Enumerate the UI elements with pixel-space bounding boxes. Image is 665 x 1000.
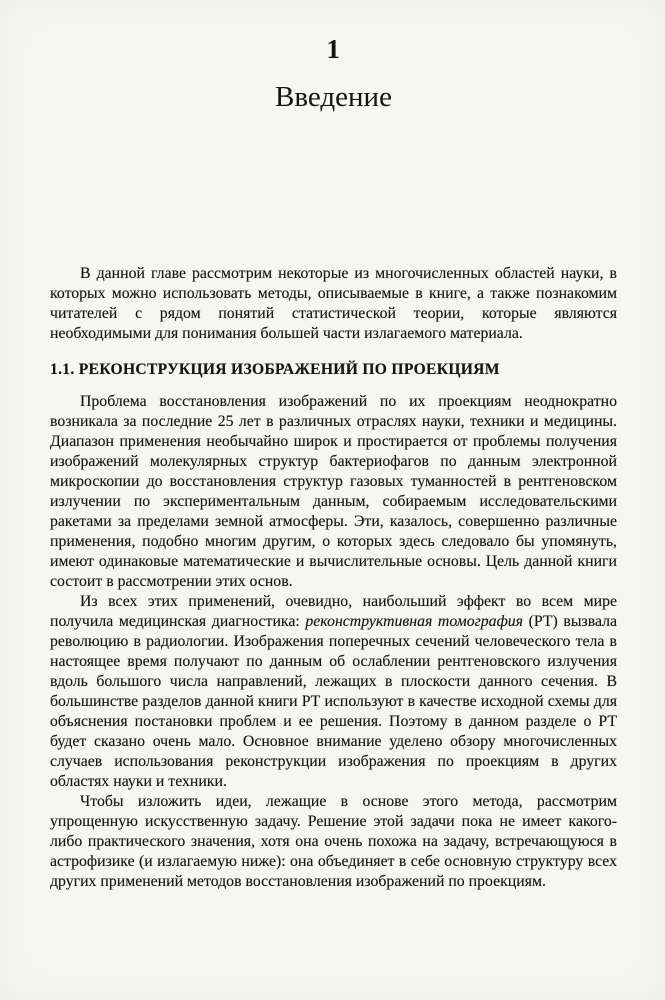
- chapter-number: 1: [326, 34, 341, 64]
- intro-paragraph: В данной главе рассмотрим некоторые из многочисленных областей науки, в которых можно использовать методы, описываемые в книге, а также познакомим читателей с рядом понятий статистической теории, которые являются необходимыми для понимания большей части излагаемого материала.: [50, 265, 617, 342]
- paragraph-reconstruction-overview: Проблема восстановления изображений по их проекциям неоднократно возникала за последние 25 лет в различных отраслях науки, техники и медицины. Диапазон применения необычайно широк и простирается от проблемы получения изображений молекулярных структур бактериофагов по данным электронной микроскопии до восстановления структур газовых туманностей в рентгеновском излучении по экспериментальным данным, собираемым исследовательскими ракетами за пределами земной атмосферы. Эти, казалось, совершенно различные применения, подобно многим другим, о которых здесь следовало бы упомянуть, имеют одинаковые математические и вычислительные основы. Цель данной книги состоит в рассмотрении этих основ.: [50, 393, 617, 590]
- italic-term-reconstructive-tomography: реконструктивная томография: [305, 613, 524, 630]
- paragraph-medical-tomography: [50, 592, 617, 792]
- paragraph-simplified-problem: Чтобы изложить идеи, лежащие в основе этого метода, рассмотрим упрощенную искусственную задачу. Решение этой задачи пока не имеет какого-либо практического значения, хотя она очень похожа на задачу, встречающуюся в астрофизике (и излагаемую ниже): она объединяет в себе основную структуру всех других применений методов восстановления изображений по проекциям.: [50, 793, 617, 890]
- chapter-title: Введение: [275, 81, 392, 113]
- paragraph-medical-tomography-lead: Из всех этих применений, очевидно, наибольший эффект во всем мире получила медицинская диагностика:: [50, 593, 617, 630]
- section-heading: 1.1. РЕКОНСТРУКЦИЯ ИЗОБРАЖЕНИЙ ПО ПРОЕКЦИЯМ: [50, 361, 500, 378]
- page-body: [50, 264, 617, 892]
- paragraph-medical-tomography-rest: (РТ) вызвала революцию в радиологии. Изображения поперечных сечений человеческого тела в настоящее время получают по данным об ослаблении рентгеновского излучения вдоль большого числа направлений, лежащих в плоскости данного сечения. В большинстве разделов данной книги РТ используют в качестве исходной схемы для объяснения постановки проблем и ее решения. Поэтому в данном разделе о РТ будет сказано очень мало. Основное внимание уделено обзору многочисленных случаев использования реконструкции изображения по проекциям в других областях науки и техники.: [50, 613, 617, 790]
